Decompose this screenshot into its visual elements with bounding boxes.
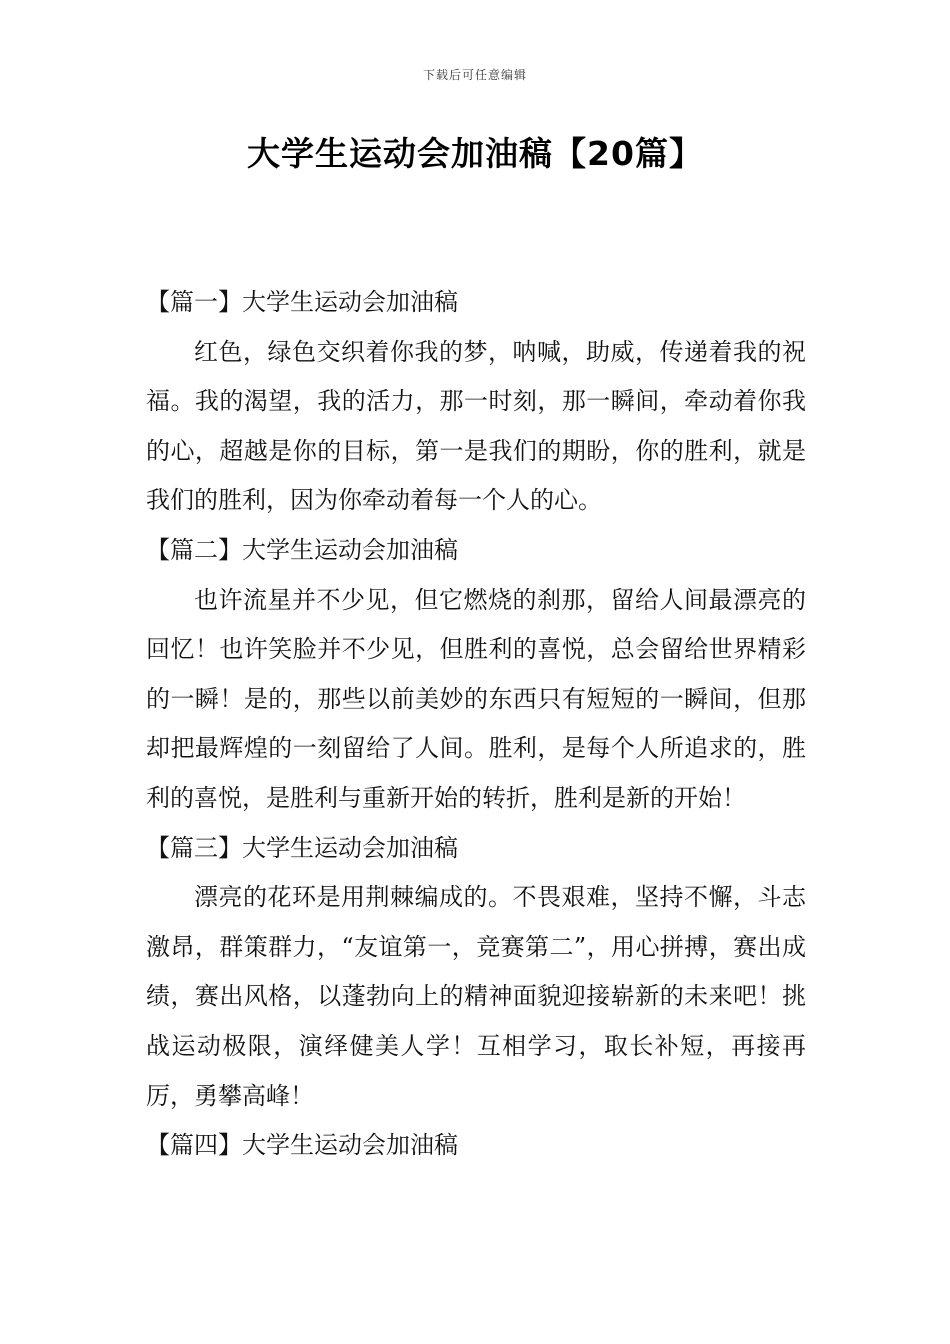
section-paragraph-2: 也许流星并不少见，但它燃烧的刹那，留给人间最漂亮的回忆！也许笑脸并不少见，但胜利的喜悦，总会留给世界精彩的一瞬！是的，那些以前美妙的东西只有短短的一瞬间，但那却把最辉煌的一刻留给了人间。胜利，是每个人所追求的，胜利的喜悦，是胜利与重新开始的转折，胜利是新的开始！ — [146, 585, 806, 812]
section-paragraph-3: 漂亮的花环是用荆棘编成的。不畏艰难，坚持不懈，斗志激昂，群策群力，“友谊第一，竞赛第二”，用心拼搏，赛出成绩，赛出风格，以蓬勃向上的精神面貌迎接崭新的未来吧！挑战运动极限，演绎健美人学！互相学习，取长补短，再接再厉，勇攀高峰！ — [146, 883, 806, 1110]
document-title: 大学生运动会加油稿【20篇】 — [247, 134, 703, 173]
section-heading-4: 【篇四】大学生运动会加油稿 — [146, 1131, 458, 1160]
document-body — [146, 278, 806, 1171]
section-heading-2: 【篇二】大学生运动会加油稿 — [146, 535, 458, 564]
section-heading-3: 【篇三】大学生运动会加油稿 — [146, 833, 458, 862]
header-note: 下载后可任意编辑 — [422, 68, 527, 82]
section-heading-1: 【篇一】大学生运动会加油稿 — [146, 288, 458, 316]
section-paragraph-1: 红色，绿色交织着你我的梦，呐喊，助威，传递着我的祝福。我的渴望，我的活力，那一时刻，那一瞬间，牵动着你我的心，超越是你的目标，第一是我们的期盼，你的胜利，就是我们的胜利，因为你牵动着每一个人的心。 — [146, 337, 806, 515]
